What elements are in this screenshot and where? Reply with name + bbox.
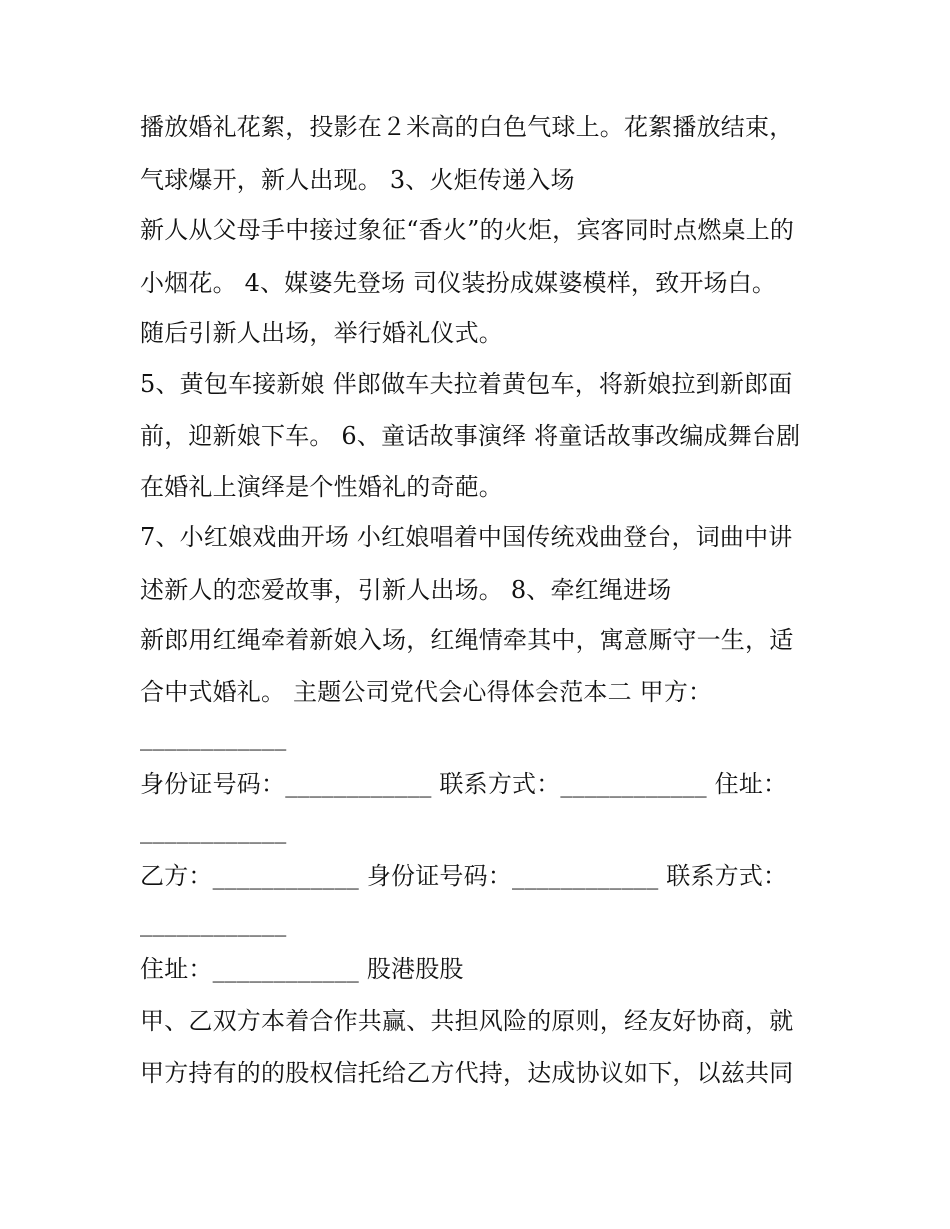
text-line: 新郎用红绳牵着新娘入场，红绳情牵其中，寓意厮守一生，适 xyxy=(140,626,794,654)
blank-line: ____________ xyxy=(140,816,287,844)
text-line: 述新人的恋爱故事，引新人出场。 8、牵红绳进场 xyxy=(140,576,672,604)
text-line: 合中式婚礼。 主题公司党代会心得体会范本二 甲方： xyxy=(140,678,713,706)
blank-line: ____________ xyxy=(140,723,287,751)
text-line: 甲、乙双方本着合作共赢、共担风险的原则，经友好协商，就 xyxy=(140,1007,794,1035)
text-line: 小烟花。 4、媒婆先登场 司仪装扮成媒婆模样，致开场白。 xyxy=(140,269,777,297)
text-line: 播放婚礼花絮，投影在２米高的白色气球上。花絮播放结束， xyxy=(140,113,794,141)
text-line: 随后引新人出场，举行婚礼仪式。 xyxy=(140,319,503,347)
text-line: 身份证号码：____________ 联系方式：____________ 住址： xyxy=(140,770,788,798)
text-line: 甲方持有的的股权信托给乙方代持，达成协议如下，以兹共同 xyxy=(140,1059,794,1087)
text-line: 住址：____________ 股港股股 xyxy=(140,955,464,983)
text-line: 前，迎新娘下车。 6、童话故事演绎 将童话故事改编成舞台剧 xyxy=(140,422,801,450)
text-line: 气球爆开，新人出现。 3、火炬传递入场 xyxy=(140,166,575,194)
blank-line: ____________ xyxy=(140,909,287,937)
text-line: 新人从父母手中接过象征“香火”的火炬，宾客同时点燃桌上的 xyxy=(140,216,795,244)
text-line: 在婚礼上演绎是个性婚礼的奇葩。 xyxy=(140,473,503,501)
text-line: 5、黄包车接新娘 伴郎做车夫拉着黄包车，将新娘拉到新郎面 xyxy=(140,370,793,398)
text-line: 7、小红娘戏曲开场 小红娘唱着中国传统戏曲登台，词曲中讲 xyxy=(140,523,793,551)
text-line: 乙方：____________ 身份证号码：____________ 联系方式： xyxy=(140,862,788,890)
